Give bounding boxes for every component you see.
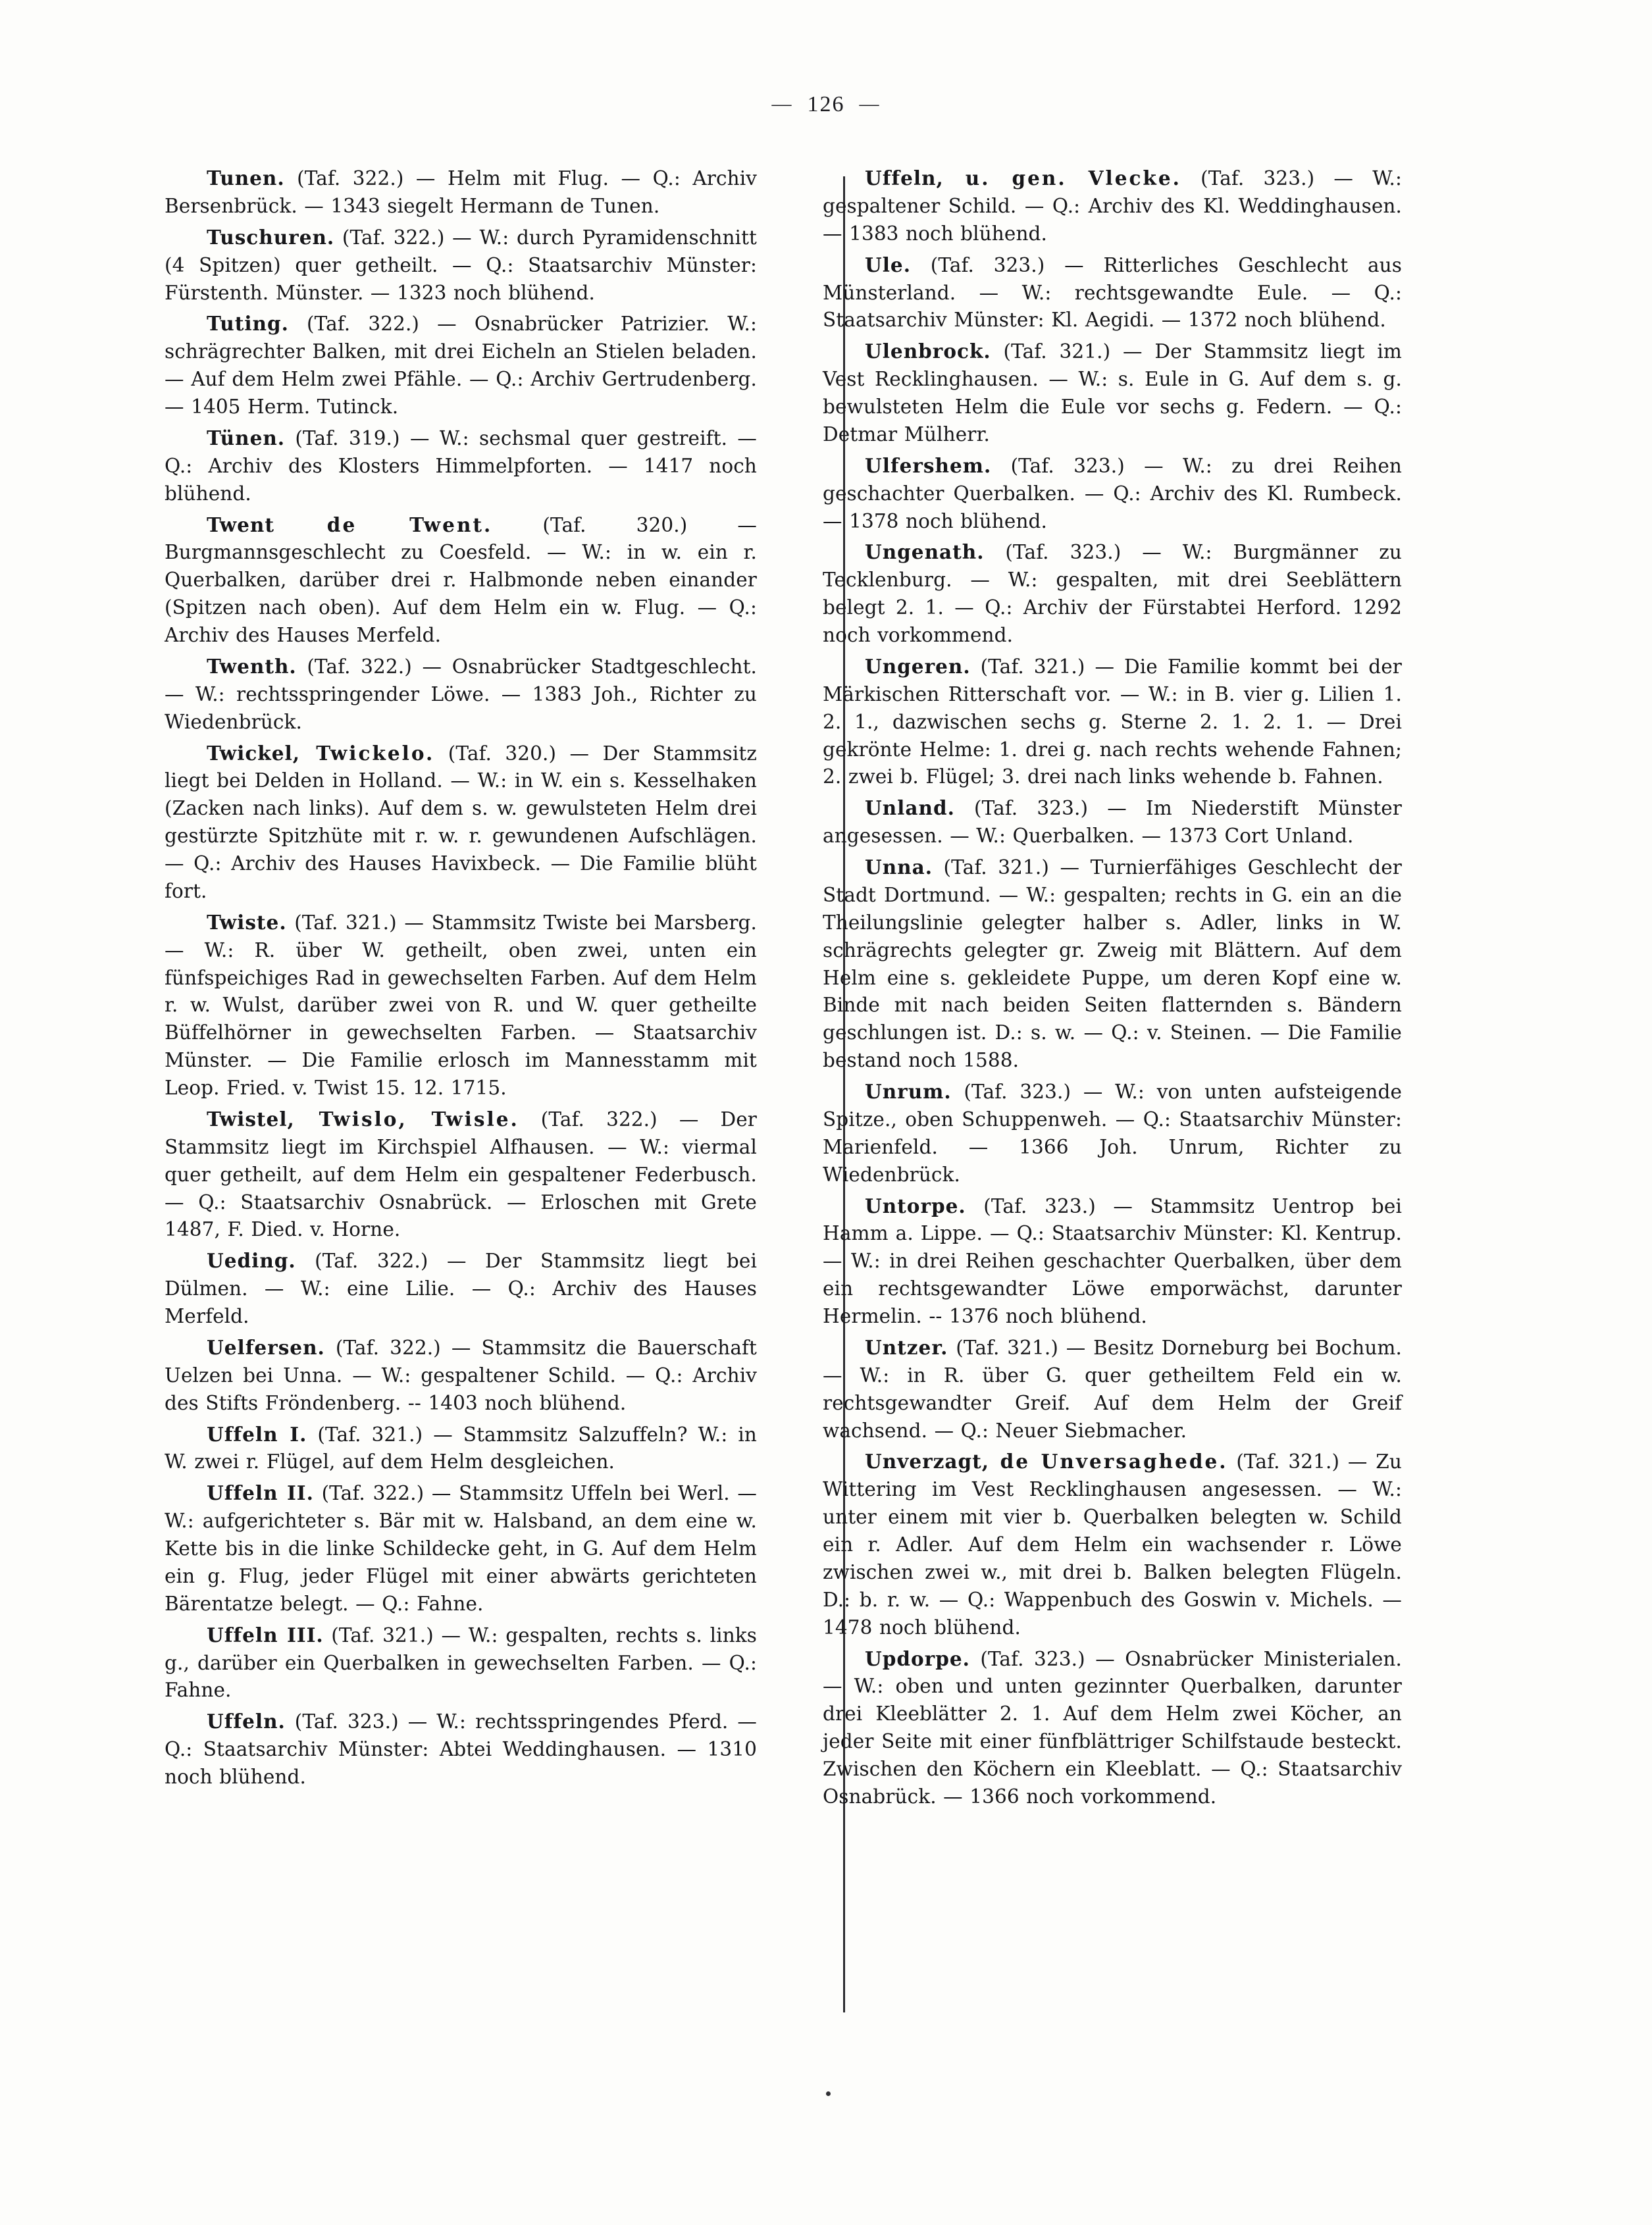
entry-headword: Twenth. (207, 654, 297, 678)
entry-headword: Tuting. (207, 312, 289, 336)
entry-headword: Uffeln. (207, 1710, 286, 1733)
entry-headword: Ungeren. (865, 654, 971, 678)
entry-body: (Taf. 322.) — Stammsitz die Bauerschaft Uelzen bei Unna. — W.: gespaltener Schild. — Q.: Archiv des Stifts Fröndenberg. -- 1403 noch blühend. (165, 1336, 757, 1414)
entry-headword: Untzer. (865, 1335, 948, 1359)
dictionary-entry (165, 1421, 757, 1477)
dictionary-entry (165, 1622, 757, 1705)
entry-body: (Taf. 319.) — W.: sechsmal quer gestreift. — Q.: Archiv des Klosters Himmelpforten. — 1417 noch blühend. (165, 426, 757, 505)
entry-body: (Taf. 321.) — Zu Wittering im Vest Recklinghausen angesessen. — W.: unter einem mit vier b. Querbalken belegten w. Schild ein r. Adler. Auf dem Helm ein wachsender r. Löwe zwischen zwei w., mit drei b. Balken belegten Flügeln. D.: b. r. w. — Q.: Wappenbuch des Goswin v. Michels. — 1478 noch blühend. (823, 1450, 1403, 1639)
entry-headword: Updorpe. (865, 1647, 970, 1670)
entry-body: (Taf. 322.) — Osnabrücker Stadtgeschlecht. — W.: rechtsspringender Löwe. — 1383 Joh., Richter zu Wiedenbrück. (165, 655, 757, 733)
entry-headword: Ulfershem. (865, 453, 992, 477)
entry-body: (Taf. 321.) — Turnierfähiges Geschlecht der Stadt Dortmund. — W.: gespalten; rechts in G. ein an die Theilungslinie gelegter halber s. Adler, links in W. schrägrechts gelegter gr. Zweig mit Blättern. Auf dem Helm eine s. gekleidete Puppe, um deren Kopf eine w. Binde mit nach beiden Seiten flatternden s. Bändern geschlungen ist. D.: s. w. — Q.: v. Steinen. — Die Familie bestand noch 1588. (823, 856, 1402, 1072)
entry-body: (Taf. 321.) — Stammsitz Salzuffeln? W.: in W. zwei r. Flügel, auf dem Helm desgleichen. (165, 1423, 757, 1473)
entry-headword: Tunen. (207, 166, 285, 190)
entry-headword: Unland. (865, 796, 955, 820)
page-number-dash-right: — (859, 93, 881, 115)
dictionary-entry (165, 909, 757, 1102)
dictionary-entry (823, 251, 1402, 335)
entry-body: (Taf. 323.) — Osnabrücker Ministerialen. — W.: oben und unten gezinnter Querbalken, darunter drei Kleeblätter 2. 1. Auf dem Helm zwei Köcher, an jeder Seite mit einer fünfblättriger Schilfstaude besteckt. Zwischen den Köchern ein Kleeblatt. — Q.: Staatsarchiv Osnabrück. — 1366 noch vorkommend. (823, 1647, 1402, 1808)
column-right (783, 165, 1402, 1814)
entry-headword: Uelfersen. (207, 1335, 325, 1359)
dictionary-entry (823, 794, 1402, 850)
entry-headword: Uffeln II. (207, 1481, 314, 1505)
entry-headword: Untorpe. (865, 1194, 966, 1217)
entry-headword: Tünen. (207, 426, 286, 449)
entry-headword: Ungenath. (865, 540, 985, 564)
entry-body: (Taf. 322.) — Der Stammsitz liegt im Kirchspiel Alfhausen. — W.: viermal quer getheilt, auf dem Helm ein gespaltener Federbusch. — Q.: Staatsarchiv Osnabrück. — Erloschen mit Grete 1487, F. Died. v. Horne. (165, 1108, 757, 1241)
entry-body: (Taf. 323.) — W.: zu drei Reihen geschachter Querbalken. — Q.: Archiv des Kl. Rumbeck. — 1378 noch blühend. (823, 454, 1402, 532)
dictionary-entry (165, 1106, 757, 1244)
dictionary-entry (165, 1708, 757, 1791)
dictionary-entry (165, 511, 757, 650)
entry-headword: Twickel, (207, 741, 300, 765)
entry-body: (Taf. 322.) — Stammsitz Uffeln bei Werl. — W.: aufgerichteter s. Bär mit w. Halsband, an dem eine w. Kette bis in die linke Schildecke geht, in G. Auf dem Helm ein g. Flug, jeder Flügel mit einer abwärts gerichteten Bärentatze belegt. — Q.: Fahne. (165, 1482, 758, 1615)
dictionary-entry (165, 740, 757, 906)
entry-headword: Uffeln, (865, 166, 944, 190)
dictionary-entry (165, 310, 757, 421)
entry-body: (Taf. 321.) — Die Familie kommt bei der Märkischen Ritterschaft vor. — W.: in B. vier g. Lilien 1. 2. 1., dazwischen sechs g. Sterne 2. 1. 2. 1. — Drei gekrönte Helme: 1. drei g. nach rechts wehende Fahnen; 2. zwei b. Flügel; 3. drei nach links wehende b. Fahnen. (823, 655, 1402, 788)
dictionary-entry (823, 653, 1402, 791)
dictionary-entry (165, 1479, 757, 1618)
dictionary-entry (823, 1448, 1402, 1641)
dictionary-entry (165, 1247, 757, 1331)
entry-alternate-name: Twickelo. (299, 741, 435, 765)
entry-alternate-name: de Twent. (274, 513, 493, 536)
entry-headword: Twistel, (207, 1107, 295, 1131)
dictionary-entry (165, 165, 757, 220)
dictionary-entry (823, 452, 1402, 536)
dictionary-entry (823, 854, 1402, 1075)
entry-headword: Tuschuren. (207, 225, 335, 249)
entry-body: (Taf. 321.) — Stammsitz Twiste bei Marsberg. — W.: R. über W. getheilt, oben zwei, unten ein fünfspeichiges Rad in gewechselten Farben. Auf dem Helm r. w. Wulst, darüber zwei von R. und W. quer getheilte Büffelhörner in gewechselten Farben. — Staatsarchiv Münster. — Die Familie erlosch im Mannesstamm mit Leop. Fried. v. Twist 15. 12. 1715. (165, 911, 757, 1099)
entry-body: (Taf. 321.) — Der Stammsitz liegt im Vest Recklinghausen. — W.: s. Eule in G. Auf dem s. g. bewulsteten Helm die Eule vor sechs g. Federn. — Q.: Detmar Mülherr. (823, 340, 1402, 446)
entry-body: (Taf. 321.) — W.: gespalten, rechts s. links g., darüber ein Querbalken in gewechselten Farben. — Q.: Fahne. (165, 1624, 758, 1702)
dictionary-entry (165, 424, 757, 508)
footer-ornament (826, 2091, 831, 2096)
entry-body: (Taf. 323.) — Ritterliches Geschlecht aus Münsterland. — W.: rechtsgewandte Eule. — Q.: Staatsarchiv Münster: Kl. Aegidi. — 1372 noch blühend. (823, 253, 1402, 332)
entry-headword: Ueding. (207, 1249, 296, 1273)
entry-headword: Twiste. (207, 910, 287, 934)
entry-headword: Uffeln I. (207, 1422, 307, 1446)
column-left (165, 165, 783, 1814)
entry-headword: Unrum. (865, 1080, 952, 1103)
entry-body: (Taf. 322.) — Osnabrücker Patrizier. W.: schrägrechter Balken, mit drei Eicheln an Stielen beladen. — Auf dem Helm zwei Pfähle. — Q.: Archiv Gertrudenberg. — 1405 Herm. Tutinck. (165, 313, 757, 418)
entry-body: (Taf. 323.) — W.: gespaltener Schild. — Q.: Archiv des Kl. Weddinghausen. — 1383 noch blühend. (823, 167, 1402, 245)
entry-headword: Ulenbrock. (865, 340, 991, 363)
entry-headword: Unverzagt, (865, 1450, 990, 1473)
entry-headword: Twent (207, 513, 274, 536)
dictionary-entry (823, 338, 1402, 449)
dictionary-entry (165, 224, 757, 307)
entry-headword: Unna. (865, 856, 933, 879)
entry-body: (Taf. 323.) — W.: rechtsspringendes Pferd. — Q.: Staatsarchiv Münster: Abtei Weddinghausen. — 1310 noch blühend. (165, 1710, 757, 1788)
entry-body: (Taf. 322.) — W.: durch Pyramidenschnitt (4 Spitzen) quer getheilt. — Q.: Staatsarchiv Münster: Fürstenth. Münster. — 1323 noch blühend. (165, 226, 757, 304)
entry-body: (Taf. 323.) — W.: von unten aufsteigende Spitze., oben Schuppenweh. — Q.: Staatsarchiv Münster: Marienfeld. — 1366 Joh. Unrum, Richter zu Wiedenbrück. (823, 1081, 1402, 1186)
entry-body: (Taf. 323.) — Im Niederstift Münster angesessen. — W.: Querbalken. — 1373 Cort Unland. (823, 797, 1402, 848)
page-number-dash-left: — (771, 93, 793, 115)
entry-alternate-name: u. gen. Vlecke. (943, 166, 1181, 190)
page-number-value: 126 (807, 92, 845, 116)
entry-headword: Ule. (865, 253, 911, 276)
entry-body: (Taf. 320.) — Burgmannsgeschlecht zu Coesfeld. — W.: in w. ein r. Querbalken, darüber drei r. Halbmonde neben einander (Spitzen nach oben). Auf dem Helm ein w. Flug. — Q.: Archiv des Hauses Merfeld. (165, 513, 758, 646)
entry-body: (Taf. 322.) — Der Stammsitz liegt bei Dülmen. — W.: eine Lilie. — Q.: Archiv des Hauses Merfeld. (165, 1250, 757, 1327)
entry-body: (Taf. 320.) — Der Stammsitz liegt bei Delden in Holland. — W.: in W. ein s. Kesselhaken (Zacken nach links). Auf dem s. w. gewulsteten Helm drei gestürzte Spitzhüte mit r. w. r. gewundenen Aufschlägen. — Q.: Archiv des Hauses Havixbeck. — Die Familie blüht fort. (165, 742, 758, 902)
dictionary-entry (823, 1078, 1402, 1189)
entry-body: (Taf. 321.) — Besitz Dorneburg bei Bochum. — W.: in R. über G. quer getheiltem Feld ein w. rechtsgewandter Greif. Auf dem Helm der Greif wachsend. — Q.: Neuer Siebmacher. (823, 1336, 1402, 1442)
page-number (0, 92, 1652, 117)
entry-alternate-name: Twislo, Twisle. (294, 1107, 519, 1131)
dictionary-entry (823, 538, 1402, 650)
dictionary-entry (165, 653, 757, 736)
entry-body: (Taf. 323.) — Stammsitz Uentrop bei Hamm a. Lippe. — Q.: Staatsarchiv Münster: Kl. Kentrup. — W.: in drei Reihen geschachter Querbalken, über dem ein rechtsgewandter Löwe emporwächst, darunter Hermelin. -- 1376 noch blühend. (823, 1194, 1402, 1327)
entry-body: (Taf. 322.) — Helm mit Flug. — Q.: Archiv Bersenbrück. — 1343 siegelt Hermann de Tunen. (165, 167, 757, 217)
dictionary-entry (165, 1334, 757, 1418)
entry-headword: Uffeln III. (207, 1623, 324, 1647)
dictionary-entry (823, 165, 1402, 248)
entry-alternate-name: de Unversaghede. (989, 1450, 1228, 1473)
entry-body: (Taf. 323.) — W.: Burgmänner zu Tecklenburg. — W.: gespalten, mit drei Seeblättern belegt 2. 1. — Q.: Archiv der Fürstabtei Herford. 1292 noch vorkommend. (823, 541, 1402, 646)
text-columns (165, 165, 1507, 1814)
dictionary-entry (823, 1334, 1402, 1445)
dictionary-entry (823, 1645, 1402, 1811)
dictionary-entry (823, 1192, 1402, 1331)
